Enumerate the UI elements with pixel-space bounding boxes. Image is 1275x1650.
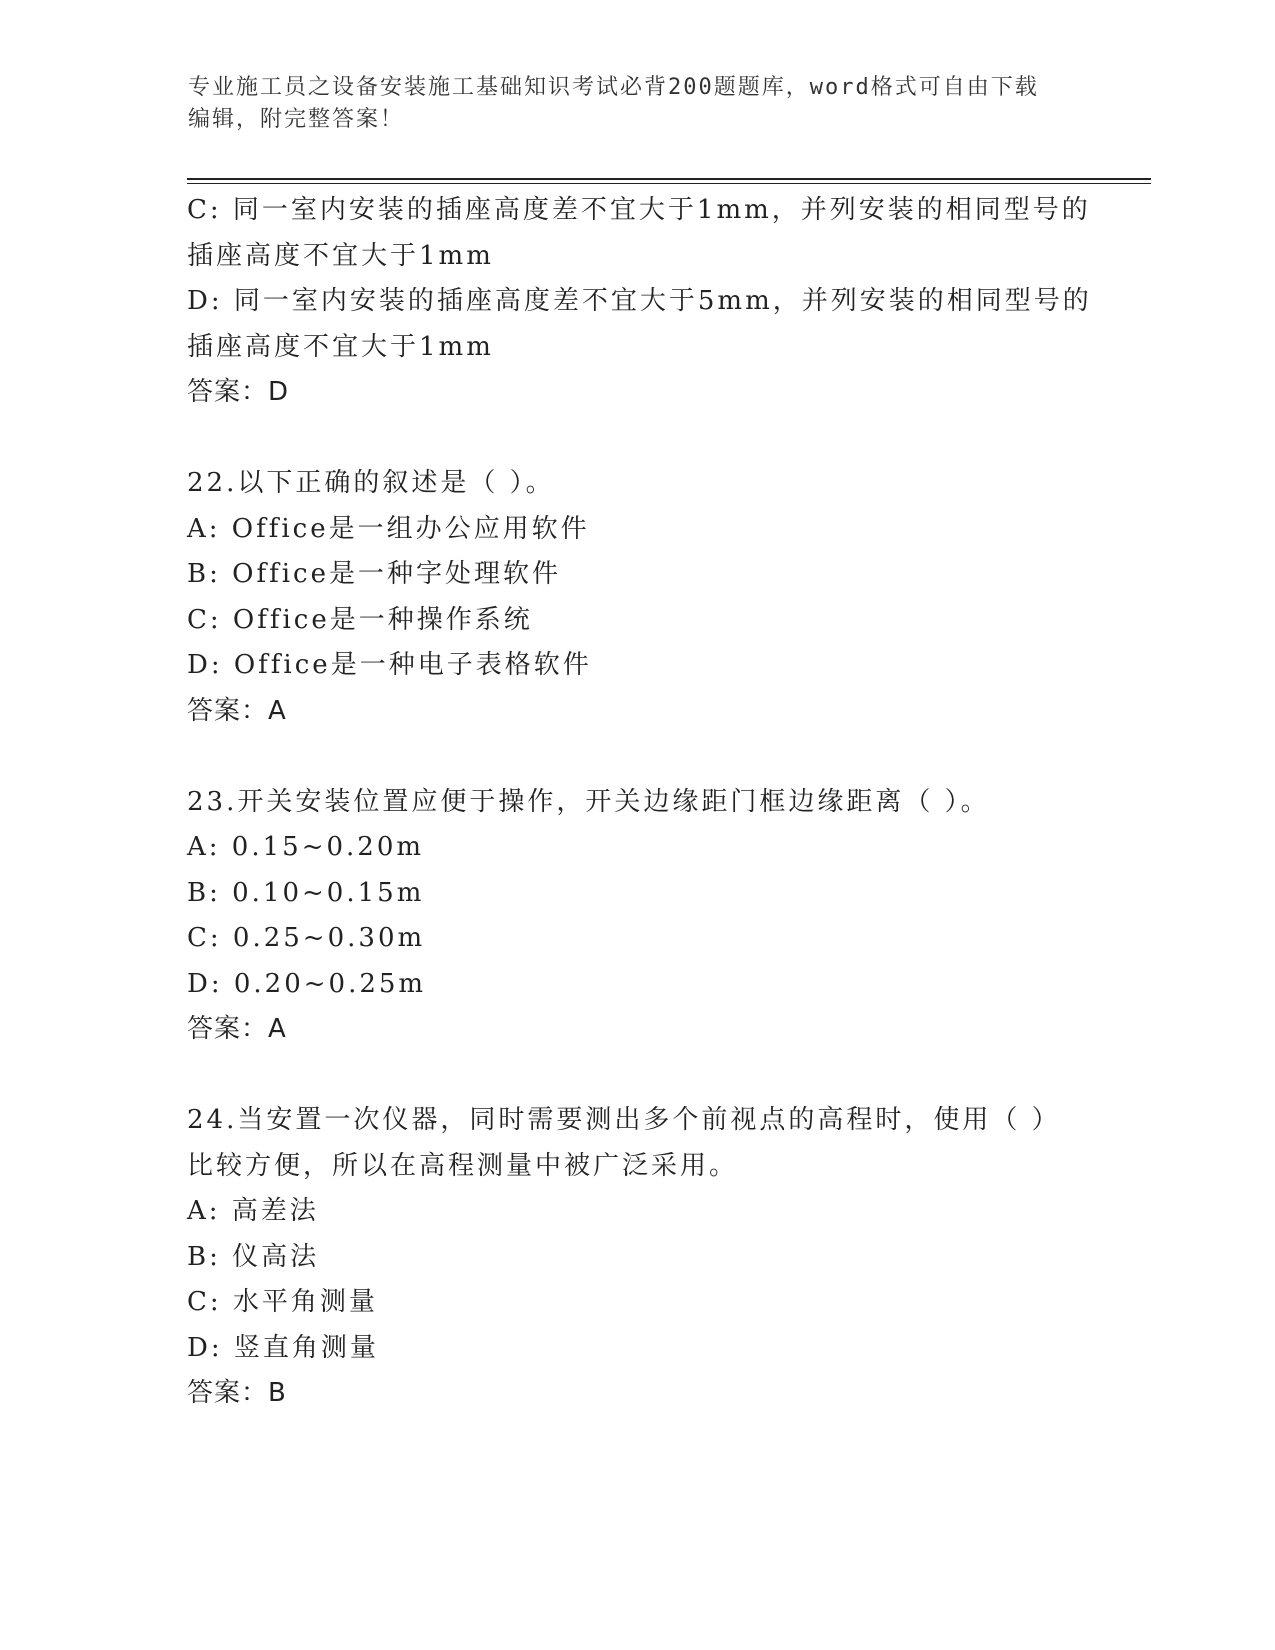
option-b: B: 0.10~0.15m — [187, 877, 425, 908]
question-text-line-2: 比较方便，所以在高程测量中被广泛采用。 — [187, 1150, 739, 1181]
option-c-line-2: 插座高度不宜大于1mm — [187, 240, 494, 271]
option-c: C: Office是一种操作系统 — [187, 604, 533, 635]
question-21-continued — [187, 188, 1092, 416]
question-22 — [187, 461, 1087, 734]
option-c-line-1: C: 同一室内安装的插座高度差不宜大于1mm，并列安装的相同型号的 — [187, 195, 1091, 225]
option-d: D: 0.20~0.25m — [187, 968, 427, 999]
option-b: B: Office是一种字处理软件 — [187, 559, 561, 589]
answer: 答案：A — [187, 695, 287, 726]
option-d-line-2: 插座高度不宜大于1mm — [187, 331, 494, 362]
option-a: A: 高差法 — [187, 1196, 319, 1226]
header-line-1: 专业施工员之设备安装施工基础知识考试必背200题题库，word格式可自由下载 — [188, 75, 1039, 100]
option-a: A: 0.15~0.20m — [187, 832, 425, 862]
spacer — [187, 416, 1087, 462]
spacer — [187, 1053, 1087, 1099]
option-a: A: Office是一组办公应用软件 — [187, 513, 590, 544]
answer: 答案：D — [187, 377, 290, 407]
question-23 — [187, 780, 1087, 1053]
header-divider-thin — [187, 183, 1151, 184]
answer: 答案：B — [187, 1378, 287, 1408]
question-list — [187, 188, 1092, 1417]
question-text-line-1: 24.当安置一次仪器，同时需要测出多个前视点的高程时，使用（ ） — [187, 1105, 1061, 1135]
option-d-line-1: D: 同一室内安装的插座高度差不宜大于5mm，并列安装的相同型号的 — [187, 286, 1092, 316]
answer: 答案：A — [187, 1014, 287, 1044]
header-line-2: 编辑，附完整答案！ — [188, 107, 405, 132]
header-divider-thick — [187, 178, 1151, 180]
question-text: 23.开关安装位置应便于操作，开关边缘距门框边缘距离（ ）。 — [187, 786, 990, 817]
question-text: 22.以下正确的叙述是（ ）。 — [187, 468, 555, 498]
option-d: D: Office是一种电子表格软件 — [187, 650, 592, 680]
spacer — [187, 734, 1087, 780]
option-b: B: 仪高法 — [187, 1241, 320, 1272]
document-header — [188, 72, 1068, 136]
option-c: C: 0.25~0.30m — [187, 923, 426, 953]
option-d: D: 竖直角测量 — [187, 1332, 379, 1363]
option-c: C: 水平角测量 — [187, 1287, 378, 1317]
question-24 — [187, 1098, 1087, 1417]
